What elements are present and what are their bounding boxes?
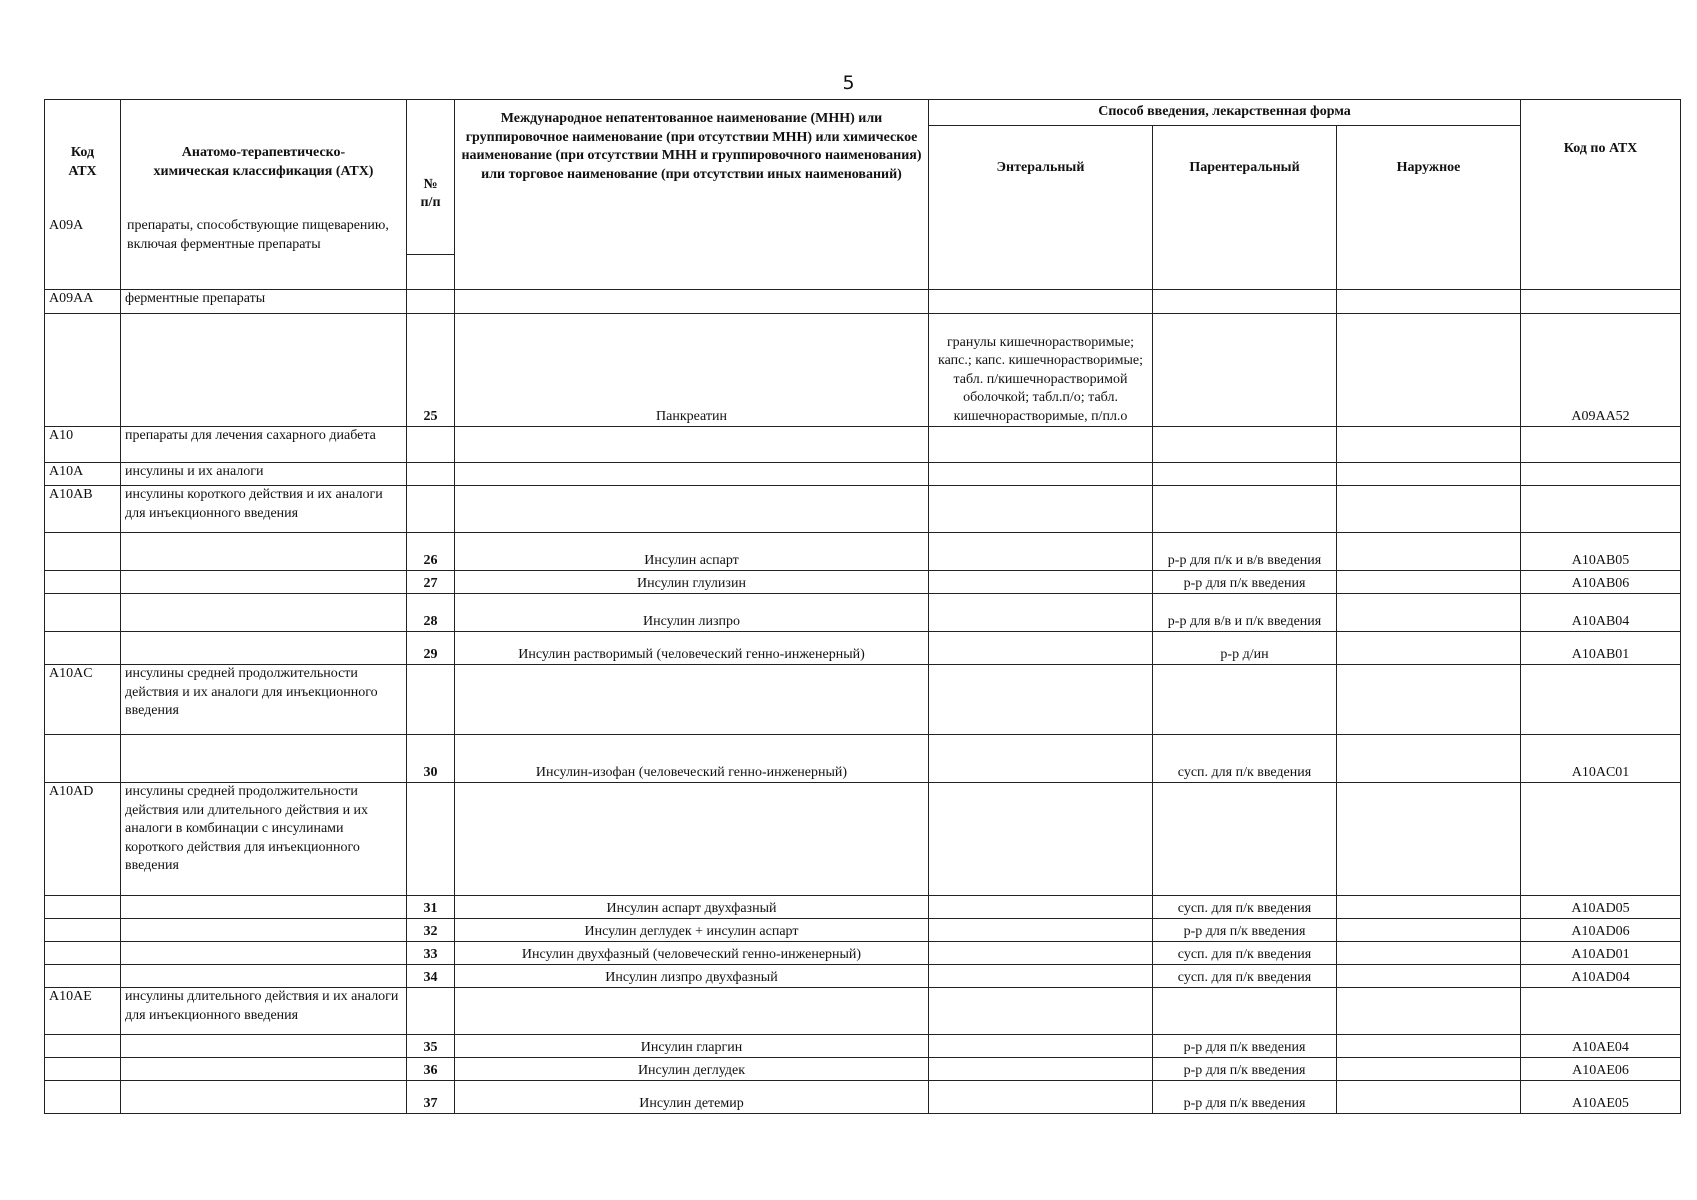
cell-atc-code: A10AE05 — [1521, 1081, 1681, 1114]
table-row — [45, 533, 1681, 571]
cell-atc-code — [1521, 988, 1681, 1035]
cell-external — [1337, 965, 1521, 988]
cell-enteral — [929, 1081, 1153, 1114]
cell-drug-name — [455, 463, 929, 486]
cell-number: 35 — [407, 1035, 455, 1058]
cell-drug-name: Инсулин-изофан (человеческий генно-инженерный) — [455, 735, 929, 783]
cell-parenteral: р-р для в/в и п/к введения — [1153, 594, 1337, 632]
cell-enteral — [929, 571, 1153, 594]
cell-external — [1337, 919, 1521, 942]
cell-code — [45, 896, 121, 919]
cell-atc-code — [1521, 486, 1681, 533]
cell-enteral — [929, 1058, 1153, 1081]
header-atc-code: Код по АТХ — [1521, 100, 1681, 290]
cell-external — [1337, 1081, 1521, 1114]
cell-classification — [121, 896, 407, 919]
cell-code: A09AA — [45, 290, 121, 314]
cell-code — [45, 533, 121, 571]
cell-external — [1337, 427, 1521, 463]
cell-external — [1337, 988, 1521, 1035]
cell-number: 26 — [407, 533, 455, 571]
cell-drug-name: Инсулин двухфазный (человеческий генно-инженерный) — [455, 942, 929, 965]
table-row — [45, 314, 1681, 427]
cell-drug-name — [455, 783, 929, 896]
cell-number: 27 — [407, 571, 455, 594]
cell-code — [45, 942, 121, 965]
cell-drug-name — [455, 290, 929, 314]
cell-parenteral: р-р для п/к и в/в введения — [1153, 533, 1337, 571]
cell-drug-name: Инсулин растворимый (человеческий генно-инженерный) — [455, 632, 929, 665]
header-row-top — [45, 100, 1681, 126]
cell-classification — [121, 1035, 407, 1058]
cell-external — [1337, 533, 1521, 571]
cell-atc-code: A10AD04 — [1521, 965, 1681, 988]
cell-code: A10AE — [45, 988, 121, 1035]
cell-atc-code: A10AE04 — [1521, 1035, 1681, 1058]
cell-number — [407, 988, 455, 1035]
cell-classification — [121, 1081, 407, 1114]
cell-drug-name: Инсулин деглудек + инсулин аспарт — [455, 919, 929, 942]
cell-classification: инсулины длительного действия и их аналоги для инъекционного введения — [121, 988, 407, 1035]
cell-classification — [121, 314, 407, 427]
cell-number: 25 — [407, 314, 455, 427]
cell-classification: препараты для лечения сахарного диабета — [121, 427, 407, 463]
cell-drug-name — [455, 988, 929, 1035]
cell-classification — [121, 1058, 407, 1081]
cell-parenteral: р-р для п/к введения — [1153, 919, 1337, 942]
table-row — [45, 919, 1681, 942]
cell-atc-code: A10AD06 — [1521, 919, 1681, 942]
table-row — [45, 486, 1681, 533]
cell-code — [45, 571, 121, 594]
cell-code — [45, 1058, 121, 1081]
table-row — [45, 290, 1681, 314]
cell-external — [1337, 1035, 1521, 1058]
cell-parenteral: сусп. для п/к введения — [1153, 942, 1337, 965]
cell-classification: инсулины короткого действия и их аналоги для инъекционного введения — [121, 486, 407, 533]
cell-number — [407, 783, 455, 896]
cell-enteral — [929, 1035, 1153, 1058]
cell-enteral — [929, 427, 1153, 463]
cell-external — [1337, 632, 1521, 665]
cell-code — [45, 594, 121, 632]
cell-enteral — [929, 632, 1153, 665]
cell-enteral — [929, 988, 1153, 1035]
cell-parenteral — [1153, 783, 1337, 896]
cell-atc-code: A10AD01 — [1521, 942, 1681, 965]
table-row — [45, 427, 1681, 463]
cell-enteral — [929, 735, 1153, 783]
table-row — [45, 594, 1681, 632]
cell-code — [45, 919, 121, 942]
table-row — [45, 632, 1681, 665]
cell-classification: ферментные препараты — [121, 290, 407, 314]
cell-external — [1337, 463, 1521, 486]
cell-drug-name — [455, 665, 929, 735]
header-classification-line-1: Анатомо-терапевтическо- — [181, 145, 346, 160]
cell-number — [407, 290, 455, 314]
cell-code: A10 — [45, 427, 121, 463]
table-row — [45, 988, 1681, 1035]
cell-external — [1337, 735, 1521, 783]
header-code-atc — [45, 100, 121, 290]
header-code-line-1: Код — [70, 145, 95, 160]
cell-enteral — [929, 942, 1153, 965]
cell-classification — [121, 919, 407, 942]
cell-code: A10AC — [45, 665, 121, 735]
drug-table — [44, 99, 1681, 1114]
cell-drug-name: Инсулин гларгин — [455, 1035, 929, 1058]
cell-external — [1337, 486, 1521, 533]
cell-atc-code: A10AD05 — [1521, 896, 1681, 919]
cell-drug-name: Инсулин лизпро — [455, 594, 929, 632]
cell-number — [407, 463, 455, 486]
cell-enteral — [929, 486, 1153, 533]
table-row — [45, 463, 1681, 486]
cell-enteral — [929, 594, 1153, 632]
header-classification — [121, 100, 407, 290]
cell-enteral — [929, 533, 1153, 571]
group-classification: препараты, способствующие пищеварению, включая ферментные препараты — [127, 218, 389, 252]
cell-external — [1337, 290, 1521, 314]
cell-number — [407, 665, 455, 735]
cell-number: 28 — [407, 594, 455, 632]
cell-code: A10AB — [45, 486, 121, 533]
cell-classification — [121, 942, 407, 965]
table-body — [45, 290, 1681, 1114]
cell-code — [45, 314, 121, 427]
cell-drug-name — [455, 486, 929, 533]
cell-atc-code: A10AC01 — [1521, 735, 1681, 783]
cell-classification: инсулины средней продолжительности действия или длительного действия и их аналоги в комбинации с инсулинами короткого действия для инъекционного введения — [121, 783, 407, 896]
cell-enteral — [929, 783, 1153, 896]
cell-enteral — [929, 290, 1153, 314]
header-external: Наружное — [1337, 125, 1521, 289]
cell-parenteral — [1153, 427, 1337, 463]
table-row — [45, 571, 1681, 594]
cell-code: A10AD — [45, 783, 121, 896]
cell-enteral — [929, 965, 1153, 988]
cell-atc-code: A10AB05 — [1521, 533, 1681, 571]
cell-parenteral — [1153, 486, 1337, 533]
cell-classification: инсулины средней продолжительности действия и их аналоги для инъекционного введения — [121, 665, 407, 735]
group-code: A09A — [49, 218, 84, 233]
cell-external — [1337, 942, 1521, 965]
cell-external — [1337, 1058, 1521, 1081]
header-number-line-2: п/п — [420, 195, 441, 210]
cell-code — [45, 735, 121, 783]
cell-parenteral: р-р для п/к введения — [1153, 571, 1337, 594]
header-number — [407, 100, 455, 290]
cell-external — [1337, 594, 1521, 632]
cell-atc-code: A10AB06 — [1521, 571, 1681, 594]
cell-code: A10A — [45, 463, 121, 486]
cell-atc-code — [1521, 463, 1681, 486]
table-row — [45, 1081, 1681, 1114]
header-code-line-2: АТХ — [68, 163, 97, 179]
cell-parenteral — [1153, 463, 1337, 486]
table-row — [45, 735, 1681, 783]
cell-external — [1337, 314, 1521, 427]
cell-drug-name: Панкреатин — [455, 314, 929, 427]
cell-external — [1337, 665, 1521, 735]
cell-enteral — [929, 919, 1153, 942]
cell-classification — [121, 965, 407, 988]
cell-atc-code: A10AB04 — [1521, 594, 1681, 632]
cell-enteral — [929, 665, 1153, 735]
cell-parenteral: сусп. для п/к введения — [1153, 735, 1337, 783]
cell-number: 32 — [407, 919, 455, 942]
cell-enteral: гранулы кишечнорастворимые; капс.; капс. кишечнорастворимые; табл. п/кишечнорастворимой оболочкой; табл.п/о; табл. кишечнорастворимые, п/пл.о — [929, 314, 1153, 427]
cell-atc-code: A09AA52 — [1521, 314, 1681, 427]
cell-classification — [121, 735, 407, 783]
cell-number: 37 — [407, 1081, 455, 1114]
header-inn-name: Международное непатентованное наименование (МНН) или группировочное наименование (при отсутствии МНН) или химическое наименование (при отсутствии МНН и группировочного наименования) или торговое наименование (при отсутствии иных наименований) — [455, 100, 929, 290]
cell-classification: инсулины и их аналоги — [121, 463, 407, 486]
table-row — [45, 783, 1681, 896]
cell-code — [45, 1081, 121, 1114]
cell-number — [407, 427, 455, 463]
cell-external — [1337, 896, 1521, 919]
cell-drug-name: Инсулин детемир — [455, 1081, 929, 1114]
header-parenteral: Парентеральный — [1153, 125, 1337, 289]
cell-atc-code — [1521, 427, 1681, 463]
cell-drug-name: Инсулин аспарт двухфазный — [455, 896, 929, 919]
cell-parenteral: р-р для п/к введения — [1153, 1035, 1337, 1058]
cell-code — [45, 632, 121, 665]
cell-drug-name — [455, 427, 929, 463]
cell-enteral — [929, 463, 1153, 486]
header-classification-line-2: химическая классификация (АТХ) — [153, 163, 374, 179]
cell-external — [1337, 571, 1521, 594]
table-row — [45, 942, 1681, 965]
cell-parenteral: сусп. для п/к введения — [1153, 965, 1337, 988]
cell-number: 36 — [407, 1058, 455, 1081]
cell-atc-code: A10AE06 — [1521, 1058, 1681, 1081]
cell-parenteral — [1153, 665, 1337, 735]
cell-parenteral — [1153, 314, 1337, 427]
cell-classification — [121, 533, 407, 571]
page-number: 5 — [842, 72, 855, 94]
cell-parenteral: р-р д/ин — [1153, 632, 1337, 665]
table-row — [45, 965, 1681, 988]
cell-atc-code — [1521, 665, 1681, 735]
cell-classification — [121, 594, 407, 632]
cell-enteral — [929, 896, 1153, 919]
cell-number: 34 — [407, 965, 455, 988]
cell-drug-name: Инсулин деглудек — [455, 1058, 929, 1081]
table-row — [45, 1035, 1681, 1058]
cell-external — [1337, 783, 1521, 896]
cell-atc-code: A10AB01 — [1521, 632, 1681, 665]
cell-number: 31 — [407, 896, 455, 919]
table-row — [45, 896, 1681, 919]
header-number-line-1: № — [423, 176, 438, 192]
cell-number: 29 — [407, 632, 455, 665]
cell-code — [45, 1035, 121, 1058]
cell-parenteral: р-р для п/к введения — [1153, 1058, 1337, 1081]
table-row — [45, 665, 1681, 735]
cell-parenteral — [1153, 290, 1337, 314]
cell-parenteral: р-р для п/к введения — [1153, 1081, 1337, 1114]
cell-classification — [121, 571, 407, 594]
cell-code — [45, 965, 121, 988]
header-enteral: Энтеральный — [929, 125, 1153, 289]
cell-parenteral — [1153, 988, 1337, 1035]
cell-atc-code — [1521, 290, 1681, 314]
cell-number: 30 — [407, 735, 455, 783]
header-route-form: Способ введения, лекарственная форма — [929, 100, 1521, 126]
cell-drug-name: Инсулин аспарт — [455, 533, 929, 571]
cell-drug-name: Инсулин лизпро двухфазный — [455, 965, 929, 988]
cell-classification — [121, 632, 407, 665]
cell-drug-name: Инсулин глулизин — [455, 571, 929, 594]
cell-atc-code — [1521, 783, 1681, 896]
cell-number: 33 — [407, 942, 455, 965]
cell-number — [407, 486, 455, 533]
cell-parenteral: сусп. для п/к введения — [1153, 896, 1337, 919]
table-row — [45, 1058, 1681, 1081]
